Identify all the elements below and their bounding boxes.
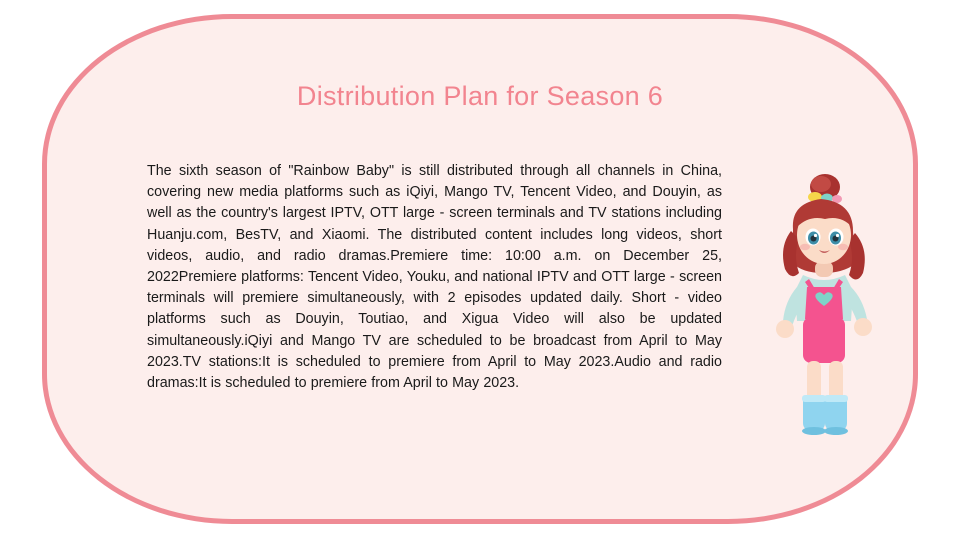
cartoon-girl-icon [747,169,907,459]
rounded-content-card [42,14,918,524]
cartoon-girl-illustration [747,169,907,459]
page-title: Distribution Plan for Season 6 [296,81,664,111]
body-paragraph: The sixth season of "Rainbow Baby" is still distributed through all channels in China, covering new media platforms such as iQiyi, Mango TV, Tencent Video, and Douyin, as well as the country's largest IPTV, OTT large - screen terminals and TV stations including Huanju.com, BesTV, and Xiaomi. The distributed content includes long videos, short videos, audio, and radio dramas.Premiere time: 10:00 a.m. on December 25, 2022Premiere platforms: Tencent Video, Youku, and national IPTV and OTT large - screen terminals will premiere simultaneously, with 2 episodes updated daily. Short - video platforms such as Douyin, Toutiao, and Xigua Video will also be updated simultaneously.iQiyi and Mango TV are scheduled to be broadcast from April to May 2023.TV stations:It is scheduled to premiere from April to May 2023.Audio and radio dramas:It is scheduled to premiere from April to May 2023. [147,163,722,392]
